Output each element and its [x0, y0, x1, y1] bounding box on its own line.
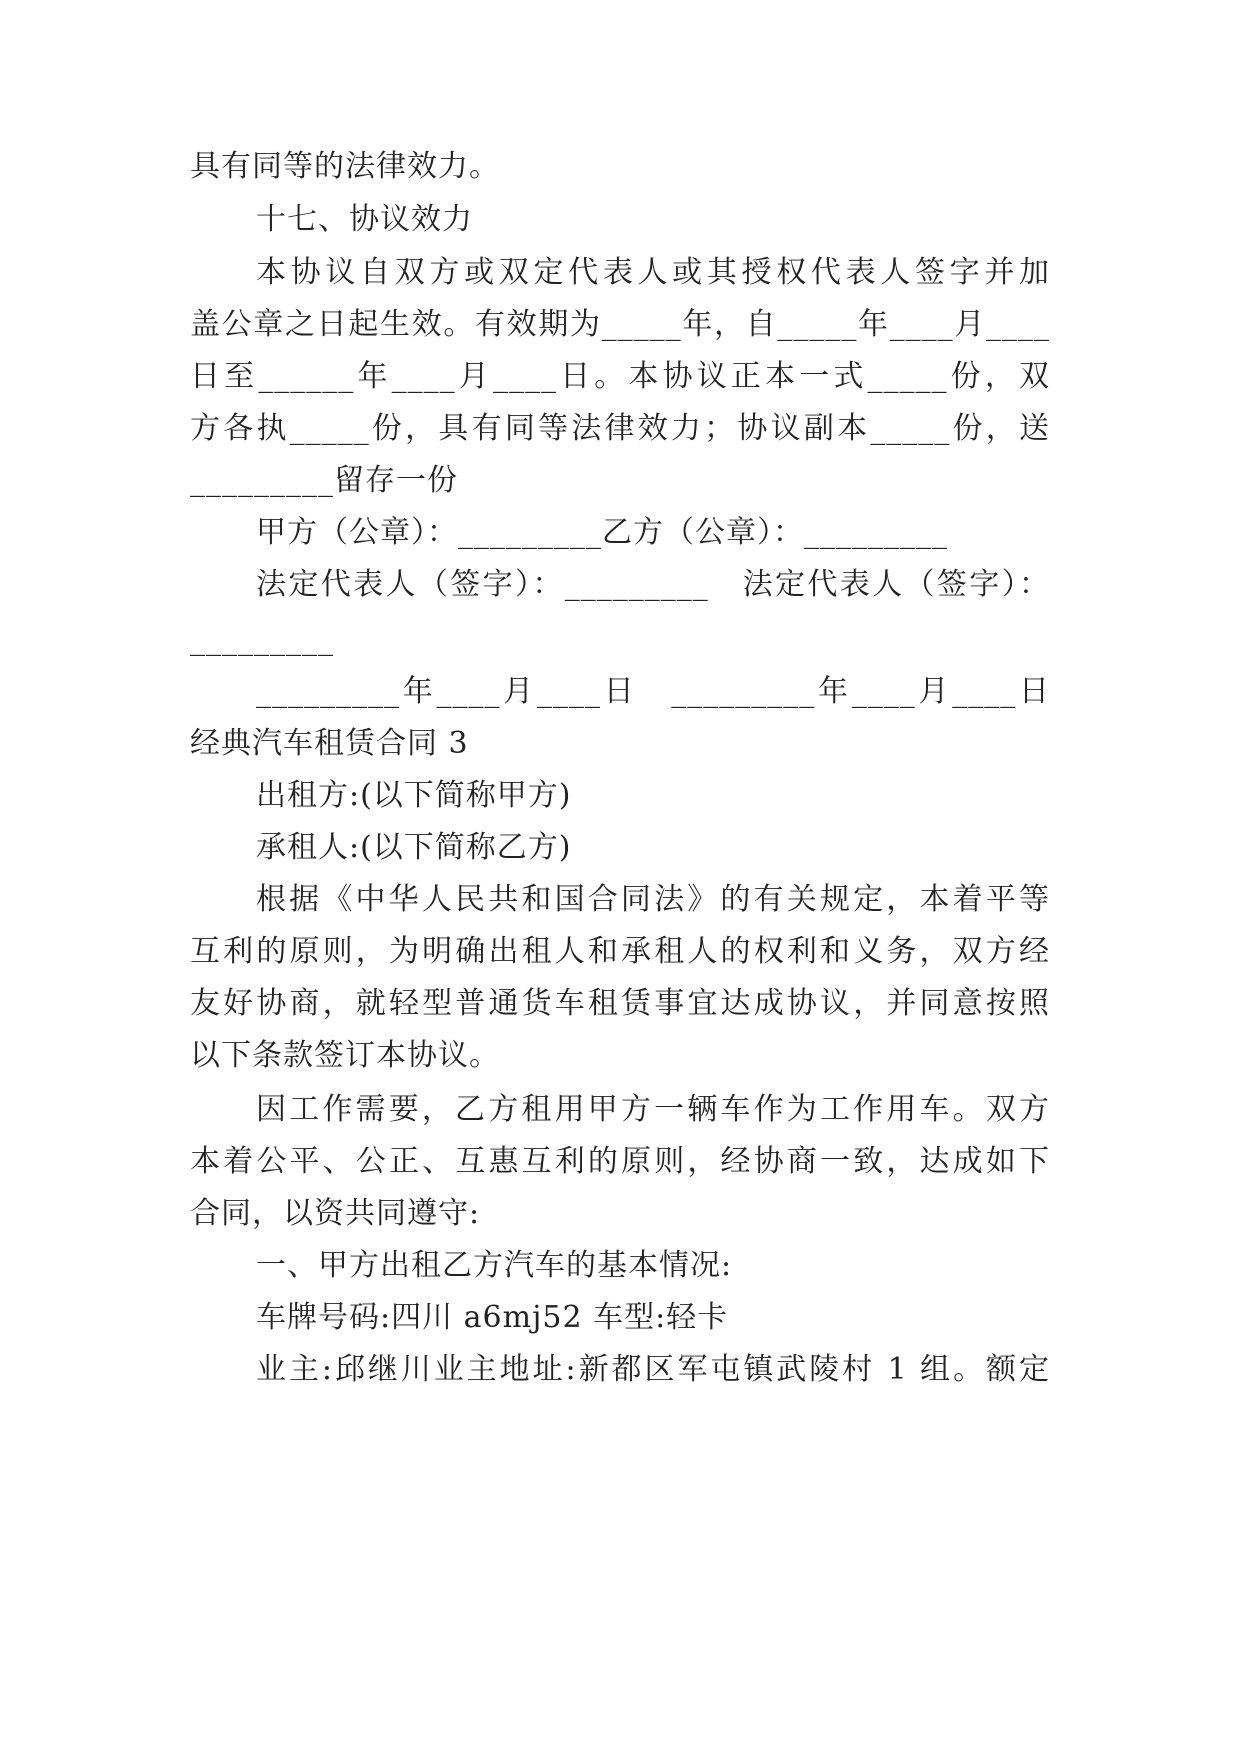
signature-line: 法定代表人（签字）：_________ 法定代表人（签字）： — [256, 567, 1050, 602]
text-line: 以下条款签订本协议。 — [190, 1038, 500, 1073]
text-line: 友好协商，就轻型普通货车租赁事宜达成协议，并同意按照 — [190, 986, 1050, 1021]
signature-line: 甲方（公章）：_________乙方（公章）：_________ — [256, 515, 948, 550]
contract-title: 经典汽车租赁合同 3 — [190, 726, 469, 761]
text-line: 日至______年____月____日。本协议正本一式_____份，双 — [190, 359, 1050, 394]
text-line: 方各执_____份，具有同等法律效力；协议副本_____份，送 — [190, 411, 1050, 446]
text-line: 互利的原则，为明确出租人和承租人的权利和义务，双方经 — [190, 934, 1050, 969]
text-line: 根据《中华人民共和国合同法》的有关规定，本着平等 — [256, 882, 1050, 917]
text-line: 合同，以资共同遵守: — [190, 1196, 481, 1231]
text-line: 业主:邱继川业主地址:新都区军屯镇武陵村 1 组。额定 — [256, 1352, 1050, 1387]
signature-blank: _________ — [190, 622, 334, 657]
date-line: _________年____月____日 _________年____月____日 — [256, 674, 1050, 709]
text-line: 盖公章之日起生效。有效期为_____年，自_____年____月____ — [190, 307, 1050, 342]
text-line: 车牌号码:四川 a6mj52 车型:轻卡 — [256, 1300, 729, 1335]
text-line: 因工作需要，乙方租用甲方一辆车作为工作用车。双方 — [256, 1092, 1050, 1127]
text-line: 本协议自双方或双定代表人或其授权代表人签字并加 — [256, 255, 1050, 290]
section-heading: 一、甲方出租乙方汽车的基本情况: — [256, 1248, 733, 1283]
text-line: 本着公平、公正、互惠互利的原则，经协商一致，达成如下 — [190, 1144, 1050, 1179]
text-line: _________留存一份 — [190, 463, 458, 498]
text-line: 承租人:(以下简称乙方) — [256, 830, 572, 865]
text-line: 出租方:(以下简称甲方) — [256, 778, 572, 813]
text-line: 具有同等的法律效力。 — [190, 149, 500, 184]
section-heading: 十七、协议效力 — [256, 202, 473, 237]
